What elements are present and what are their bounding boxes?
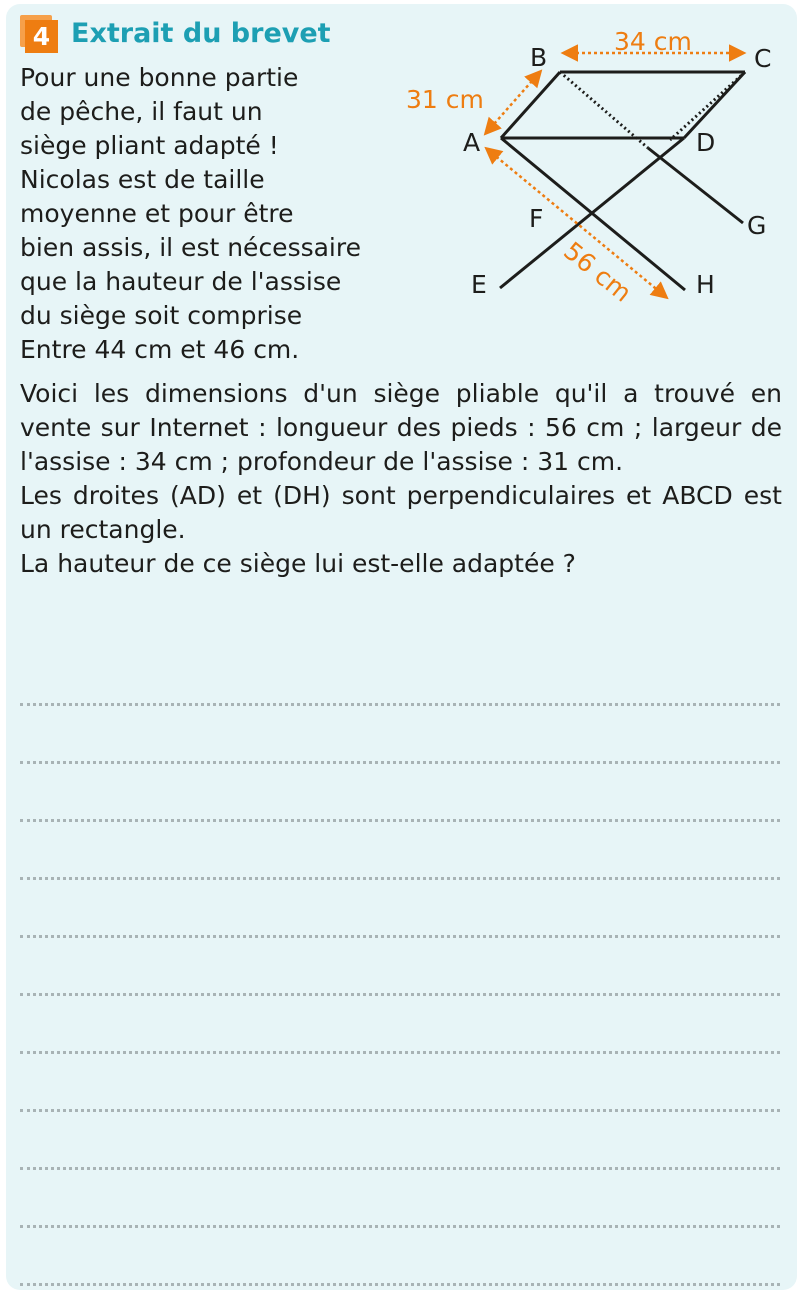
point-label-e: E xyxy=(471,270,487,299)
intro-line: de pêche, il faut un xyxy=(20,97,263,126)
point-label-b: B xyxy=(530,43,548,72)
intro-line: bien assis, il est nécessaire xyxy=(20,233,361,262)
paragraph-question: La hauteur de ce siège lui est-elle adaptée ? xyxy=(20,549,576,578)
dimension-label-depth: 31 cm xyxy=(406,85,484,114)
answer-line[interactable] xyxy=(20,1170,780,1228)
point-label-h: H xyxy=(696,270,715,299)
leg-bg xyxy=(648,148,743,223)
dimension-label-width: 34 cm xyxy=(614,27,692,56)
intro-line: Nicolas est de taille xyxy=(20,165,265,194)
answer-line[interactable] xyxy=(20,822,780,880)
exercise-title: Extrait du brevet xyxy=(71,18,331,49)
answer-line[interactable] xyxy=(20,764,780,822)
answer-line[interactable] xyxy=(20,1054,780,1112)
exercise-number-badge xyxy=(20,15,58,53)
point-label-f: F xyxy=(529,204,544,233)
point-label-a: A xyxy=(463,128,481,157)
point-label-g: G xyxy=(747,211,767,240)
paragraph-hypothesis: Les droites (AD) et (DH) sont perpendiculaires et ABCD est un rectangle. xyxy=(20,481,782,544)
problem-statement xyxy=(20,377,782,581)
seat-diagram xyxy=(400,20,795,320)
intro-line: Entre 44 cm et 46 cm. xyxy=(20,335,300,364)
answer-line[interactable] xyxy=(20,1228,780,1286)
intro-line: siège pliant adapté ! xyxy=(20,131,279,160)
answer-area[interactable] xyxy=(20,648,780,1286)
answer-line[interactable] xyxy=(20,880,780,938)
intro-line: moyenne et pour être xyxy=(20,199,294,228)
intro-line: que la hauteur de l'assise xyxy=(20,267,342,296)
point-label-d: D xyxy=(696,128,716,157)
answer-line[interactable] xyxy=(20,1112,780,1170)
dimension-label-leg: 56 cm xyxy=(558,236,637,308)
intro-line: du siège soit comprise xyxy=(20,301,303,330)
answer-line[interactable] xyxy=(20,648,780,706)
answer-line[interactable] xyxy=(20,938,780,996)
point-label-c: C xyxy=(754,44,772,73)
answer-line[interactable] xyxy=(20,706,780,764)
intro-text xyxy=(20,61,440,367)
paragraph-dimensions: Voici les dimensions d'un siège pliable qu'il a trouvé en vente sur Internet : longueur des pieds : 56 cm ; largeur de l'assise : 34 cm ; profondeur de l'assise : 31 cm. xyxy=(20,379,782,476)
answer-line[interactable] xyxy=(20,996,780,1054)
exercise-number: 4 xyxy=(25,20,58,53)
intro-line: Pour une bonne partie xyxy=(20,63,299,92)
folding-seat-figure xyxy=(400,20,795,320)
